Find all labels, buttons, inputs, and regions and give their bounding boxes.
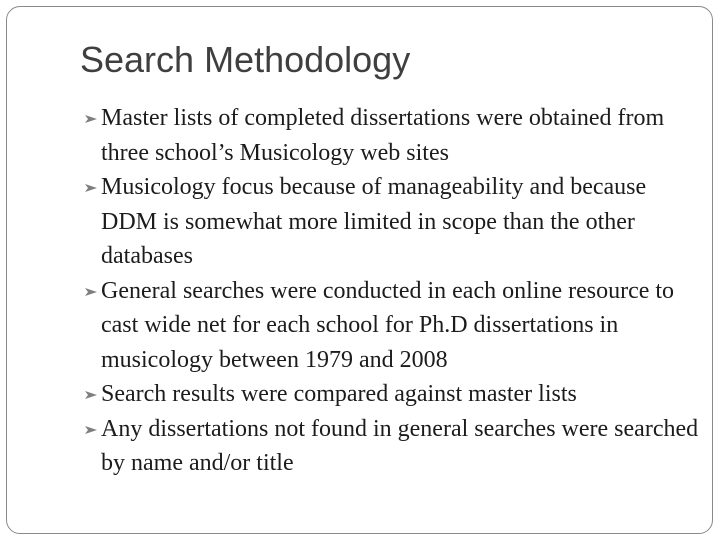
- bullet-text: General searches were conducted in each online resource to cast wide net for each school for Ph.D dissertations in musicology between 1979 and 2008: [101, 277, 675, 373]
- bullet-text: Musicology focus because of manageability and because DDM is somewhat more limited in scope than the other databases: [101, 174, 647, 269]
- bullet-item: [84, 101, 702, 170]
- arrow-bullet-icon: [84, 285, 99, 299]
- bullet-item: [84, 377, 702, 412]
- bullet-item: [84, 170, 702, 274]
- bullet-list: [84, 101, 702, 481]
- arrow-bullet-icon: [84, 112, 99, 126]
- slide-title: Search Methodology: [80, 39, 411, 80]
- arrow-bullet-icon: [84, 181, 99, 195]
- bullet-item: [84, 412, 702, 481]
- bullet-text: Search results were compared against master lists: [101, 381, 577, 407]
- arrow-bullet-icon: [84, 388, 99, 402]
- bullet-text: Any dissertations not found in general searches were searched by name and/or title: [101, 415, 699, 476]
- bullet-item: [84, 274, 702, 378]
- bullet-text: Master lists of completed dissertations were obtained from three school’s Musicology web sites: [101, 105, 665, 166]
- arrow-bullet-icon: [84, 423, 99, 437]
